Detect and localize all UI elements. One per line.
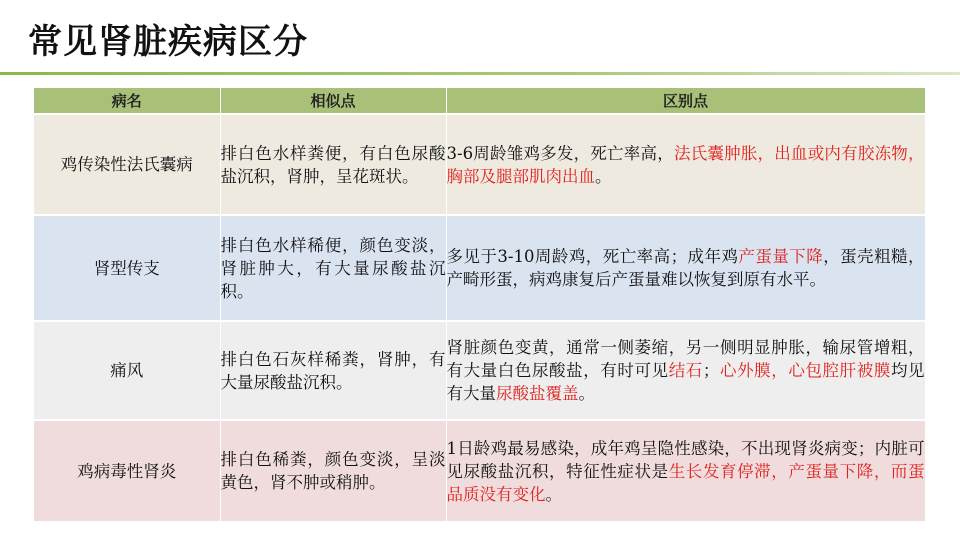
header-similarity: 相似点 [220, 88, 446, 114]
difference-text [446, 215, 925, 321]
difference-segment: 3-6周龄雏鸡多发，死亡率高， [446, 143, 674, 163]
page-title: 常见肾脏疾病区分 [28, 22, 308, 62]
difference-segment: 均见有大量 [446, 361, 925, 403]
highlighted-text: 法氏囊肿胀，出血或内有胶冻物，胸部及腿部肌肉出血 [446, 143, 925, 186]
similarity-text: 排白色水样粪便，有白色尿酸盐沉积，肾肿，呈花斑状。 [220, 114, 446, 215]
header-difference: 区别点 [446, 88, 925, 114]
disease-name: 鸡病毒性肾炎 [34, 420, 220, 522]
difference-segment: 。 [578, 384, 595, 403]
similarity-text: 排白色石灰样稀粪，肾肿，有大量尿酸盐沉积。 [220, 321, 446, 420]
difference-text [446, 420, 925, 522]
title-divider [0, 72, 960, 75]
difference-segment: 1日龄鸡最易感染，成年鸡呈隐性感染，不出现肾炎病变；内脏可见尿酸盐沉积，特征性症状是 [446, 438, 925, 481]
header-disease-name: 病名 [34, 88, 220, 114]
highlighted-text: 尿酸盐覆盖 [496, 384, 579, 403]
highlighted-text: 心外膜，心包腔肝被膜 [719, 361, 891, 380]
highlighted-text: 产蛋量下降 [738, 247, 824, 266]
similarity-text: 排白色稀粪，颜色变淡，呈淡黄色，肾不肿或稍肿。 [220, 420, 446, 522]
disease-name: 肾型传支 [34, 215, 220, 321]
table-row [34, 420, 925, 522]
table-row [34, 321, 925, 420]
difference-segment: ，蛋壳粗糙，产畸形蛋，病鸡康复后产蛋量难以恢复到原有水平。 [446, 247, 925, 289]
table-header-row [34, 88, 925, 114]
difference-segment: ； [702, 361, 720, 380]
difference-segment: 肾脏颜色变黄，通常一侧萎缩，另一侧明显肿胀，输尿管增粗，有大量白色尿酸盐，有时可见 [446, 338, 925, 380]
difference-text [446, 114, 925, 215]
disease-comparison-table [34, 88, 926, 523]
difference-segment: 多见于3-10周龄鸡，死亡率高；成年鸡 [446, 247, 739, 266]
difference-text [446, 321, 925, 420]
similarity-text: 排白色水样稀便，颜色变淡，肾脏肿大，有大量尿酸盐沉积。 [220, 215, 446, 321]
difference-segment: 。 [545, 484, 562, 504]
table-row [34, 215, 925, 321]
disease-name: 痛风 [34, 321, 220, 420]
highlighted-text: 结石 [668, 361, 703, 380]
table-row [34, 114, 925, 215]
disease-name: 鸡传染性法氏囊病 [34, 114, 220, 215]
difference-segment: 。 [595, 166, 612, 186]
highlighted-text: 生长发育停滞，产蛋量下降，而蛋品质没有变化 [446, 461, 925, 504]
